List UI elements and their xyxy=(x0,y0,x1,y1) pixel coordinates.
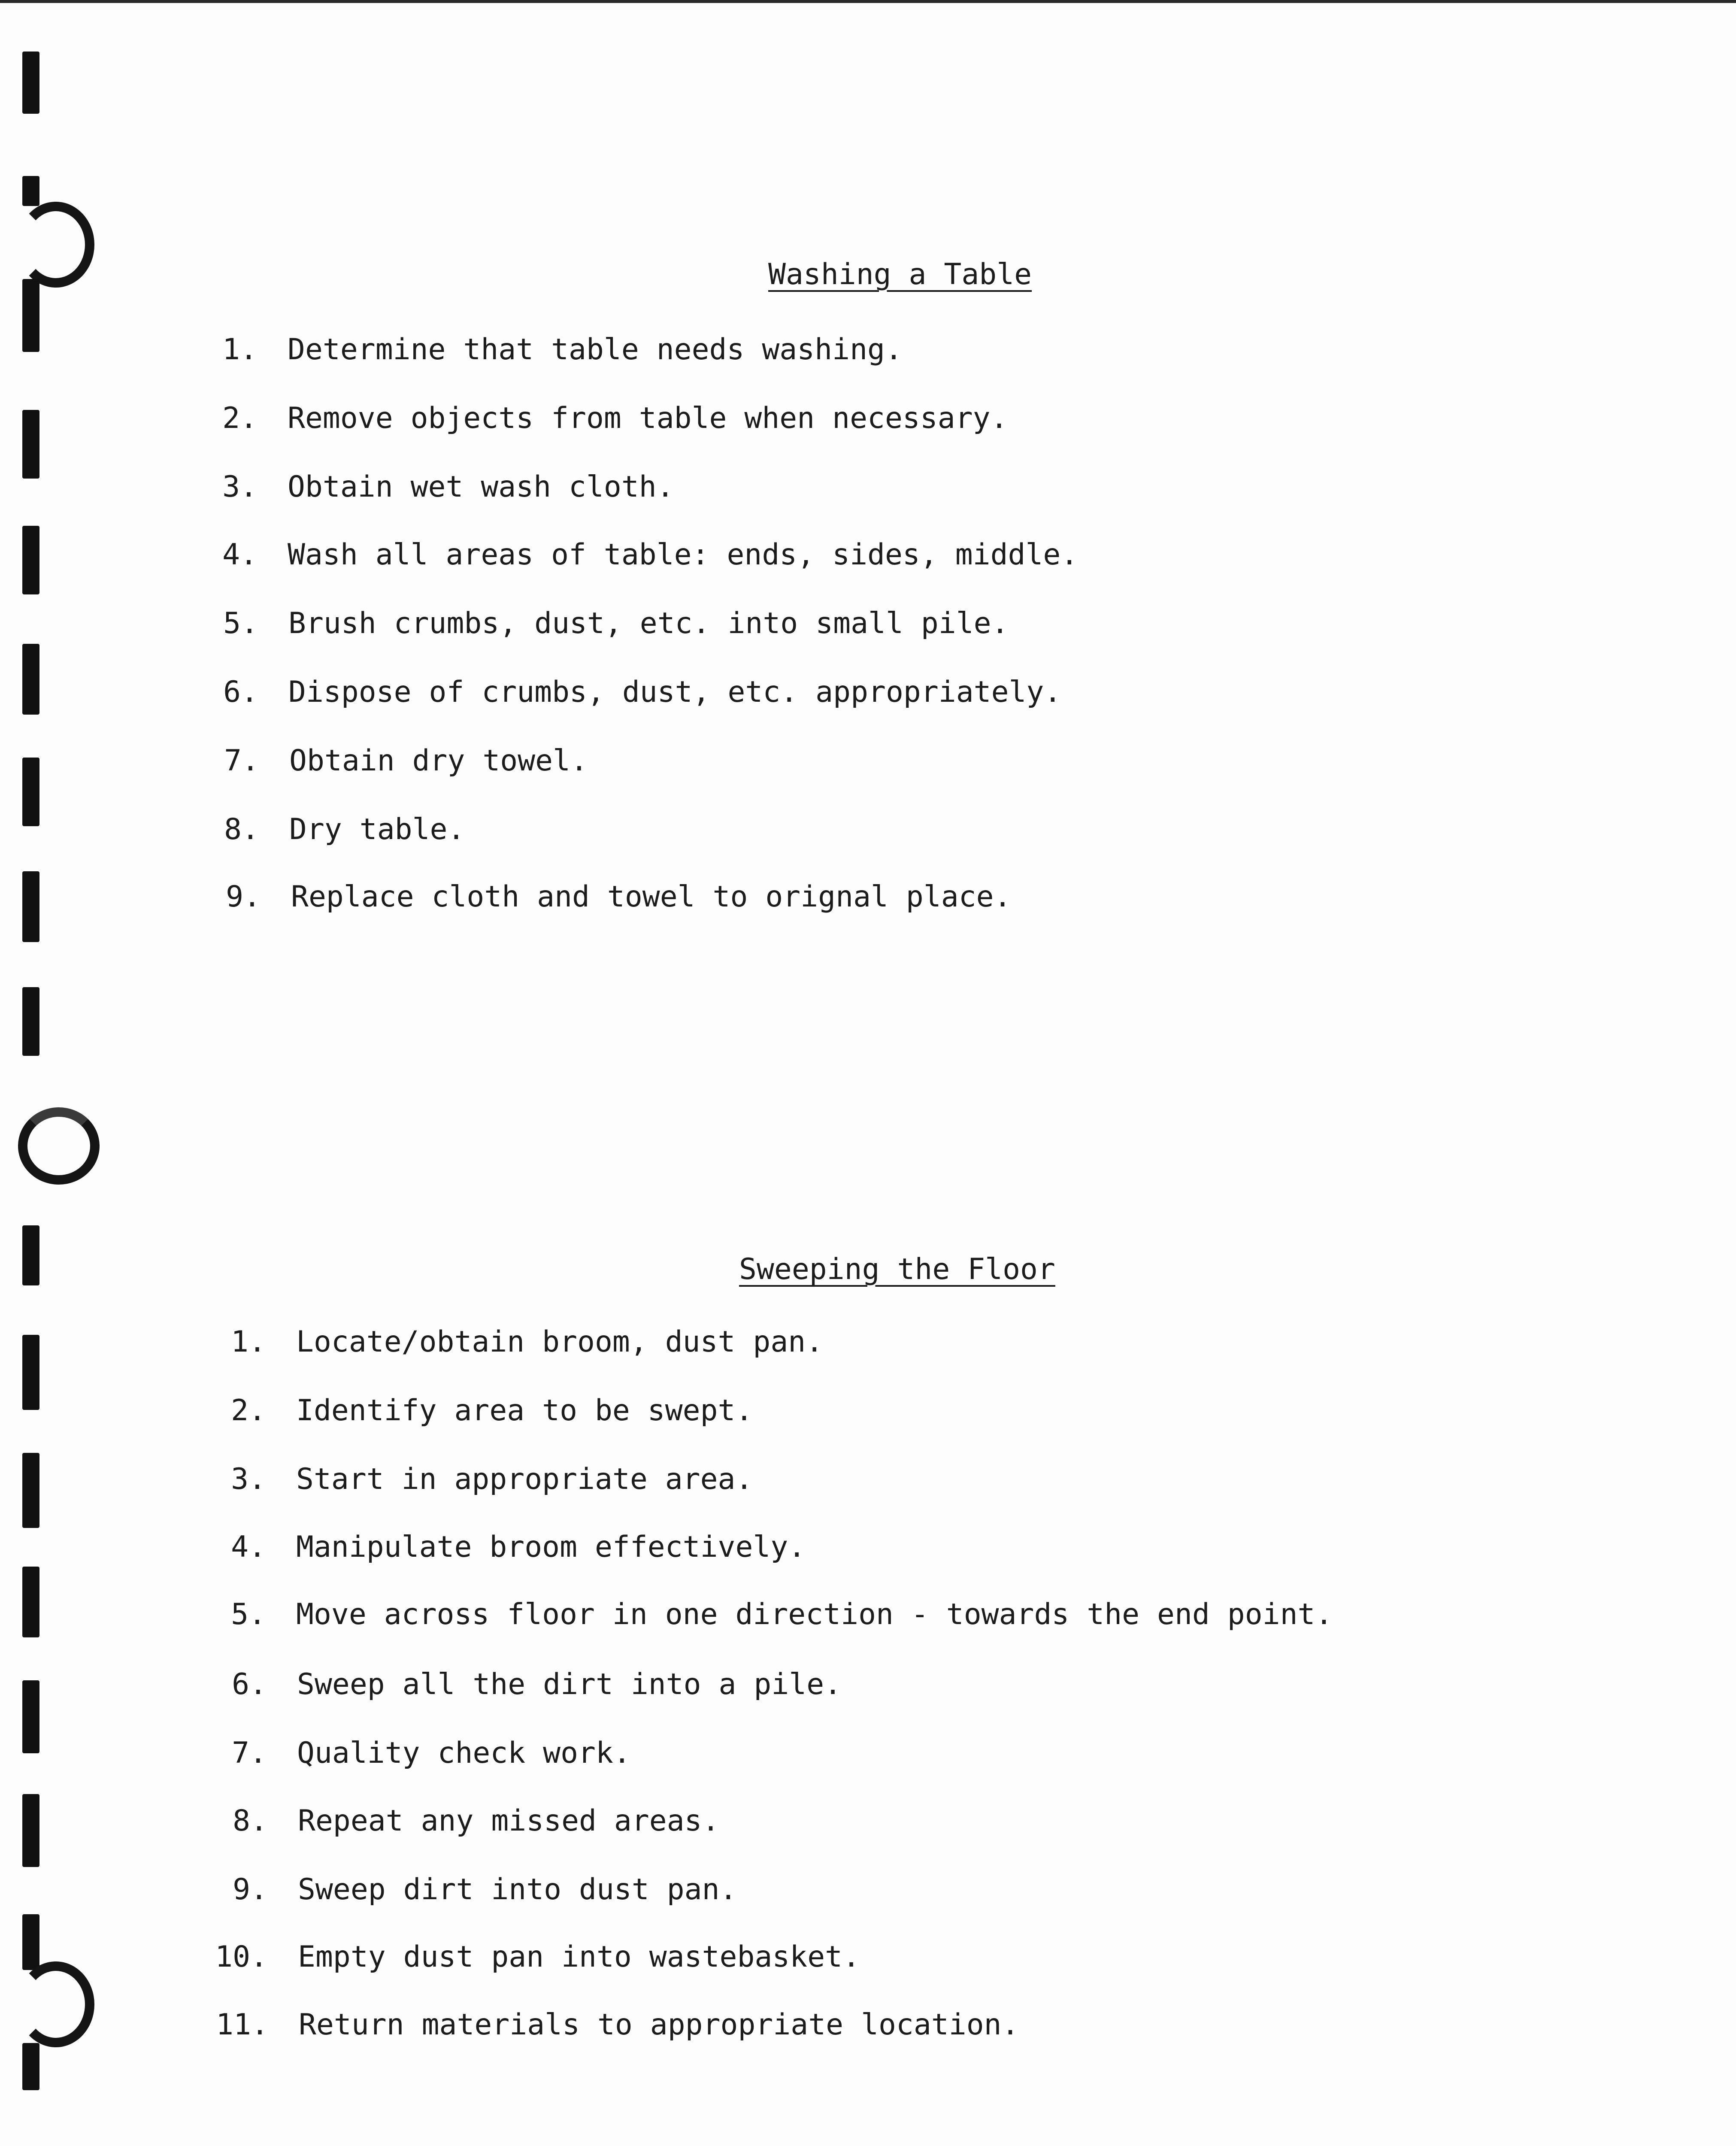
list-item-number: 6. xyxy=(223,675,258,709)
list-item-text: Manipulate broom effectively. xyxy=(296,1530,806,1564)
list-item xyxy=(223,606,1009,640)
list-item xyxy=(232,1667,842,1701)
list-item xyxy=(231,1530,806,1564)
list-item-number: 5. xyxy=(223,606,258,640)
list-item-text: Remove objects from table when necessary. xyxy=(288,401,1008,435)
list-item-number: 9. xyxy=(226,880,261,914)
list-item-number: 3. xyxy=(222,470,258,504)
list-item xyxy=(224,812,465,846)
binder-tab-mark xyxy=(22,2043,39,2090)
list-item-number: 9. xyxy=(233,1873,268,1907)
list-item-number: 8. xyxy=(224,812,259,846)
list-item-text: Dry table. xyxy=(289,812,465,846)
list-item-text: Sweep all the dirt into a pile. xyxy=(297,1667,842,1701)
list-item xyxy=(223,675,1062,709)
binder-tab-mark xyxy=(22,1914,39,1970)
binder-tab-mark xyxy=(22,1453,39,1528)
list-item-number: 10. xyxy=(215,1940,268,1974)
list-item-number: 5. xyxy=(231,1597,266,1631)
list-item-text: Start in appropriate area. xyxy=(296,1462,753,1496)
list-item-number: 11. xyxy=(216,2008,269,2042)
list-item xyxy=(231,1597,1333,1631)
list-item xyxy=(232,1736,631,1770)
list-item-text: Identify area to be swept. xyxy=(296,1394,753,1428)
list-item xyxy=(215,1940,860,1974)
list-item-text: Dispose of crumbs, dust, etc. appropriately. xyxy=(288,675,1062,709)
list-item xyxy=(231,1462,753,1496)
list-item-text: Empty dust pan into wastebasket. xyxy=(298,1940,860,1974)
list-item-text: Replace cloth and towel to orignal place. xyxy=(291,880,1012,914)
binder-tab-mark xyxy=(22,526,39,594)
list-item-text: Sweep dirt into dust pan. xyxy=(298,1873,737,1907)
list-item xyxy=(222,538,1079,572)
binder-tab-mark xyxy=(22,1680,39,1753)
list-item-number: 1. xyxy=(231,1325,266,1359)
binder-tab-mark xyxy=(22,1794,39,1867)
binder-ring-hole xyxy=(18,1107,100,1185)
list-item-number: 7. xyxy=(232,1736,267,1770)
list-item-number: 8. xyxy=(233,1804,268,1838)
list-item-text: Repeat any missed areas. xyxy=(298,1804,720,1838)
list-item-text: Move across floor in one direction - towards the end point. xyxy=(296,1597,1333,1631)
list-item xyxy=(233,1804,720,1838)
binder-tab-mark xyxy=(22,1567,39,1637)
list-item-number: 6. xyxy=(232,1667,267,1701)
list-item xyxy=(231,1325,824,1359)
list-item xyxy=(226,880,1012,914)
list-item xyxy=(233,1873,737,1907)
list-item-number: 7. xyxy=(224,744,259,778)
list-item xyxy=(231,1394,753,1428)
binder-tab-mark xyxy=(22,410,39,479)
binder-tab-mark xyxy=(22,871,39,942)
binder-tab-mark xyxy=(22,279,39,352)
list-item-number: 2. xyxy=(231,1394,266,1428)
section-title-washing-table: Washing a Table xyxy=(768,258,1032,291)
list-item xyxy=(224,744,588,778)
list-item-text: Quality check work. xyxy=(297,1736,631,1770)
list-item-number: 3. xyxy=(231,1462,266,1496)
list-item-number: 4. xyxy=(231,1530,266,1564)
list-item-text: Locate/obtain broom, dust pan. xyxy=(296,1325,824,1359)
section-title-sweeping-floor: Sweeping the Floor xyxy=(739,1252,1055,1286)
binder-tab-mark xyxy=(22,1225,39,1285)
binder-tab-mark xyxy=(22,987,39,1056)
list-item-number: 2. xyxy=(222,401,258,435)
binder-tab-mark xyxy=(22,176,39,206)
list-item-text: Brush crumbs, dust, etc. into small pile. xyxy=(288,606,1009,640)
binder-tab-mark xyxy=(22,644,39,715)
list-item xyxy=(222,401,1008,435)
list-item-text: Obtain dry towel. xyxy=(289,744,588,778)
list-item xyxy=(216,2008,1019,2042)
list-item-text: Determine that table needs washing. xyxy=(288,333,903,367)
list-item-number: 4. xyxy=(222,538,258,572)
binder-tab-mark xyxy=(22,758,39,826)
list-item xyxy=(222,333,903,367)
binder-tab-mark xyxy=(22,52,39,114)
list-item-text: Return materials to appropriate location. xyxy=(299,2008,1019,2042)
binder-tab-mark xyxy=(22,1335,39,1410)
list-item xyxy=(222,470,674,504)
list-item-number: 1. xyxy=(222,333,258,367)
binder-ring-hole xyxy=(17,1961,94,2047)
list-item-text: Obtain wet wash cloth. xyxy=(288,470,674,504)
list-item-text: Wash all areas of table: ends, sides, middle. xyxy=(288,538,1079,572)
binder-ring-hole xyxy=(17,202,94,288)
top-edge-line xyxy=(0,0,1736,3)
